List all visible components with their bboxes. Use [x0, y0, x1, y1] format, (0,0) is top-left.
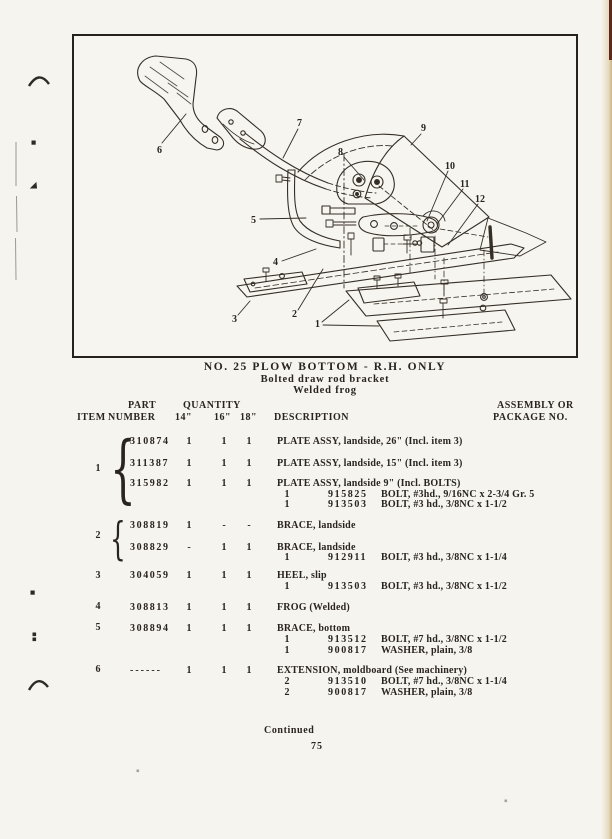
callout-2: 2	[292, 309, 297, 320]
callout-12: 12	[475, 194, 485, 205]
callout-9: 9	[421, 123, 426, 134]
part-description: BRACE, landside	[277, 520, 356, 531]
qty-16: 1	[221, 436, 227, 447]
qty-14: 1	[186, 570, 192, 581]
part-description: BRACE, landside	[277, 542, 356, 553]
qty-18: 1	[246, 623, 252, 634]
sub-qty: 1	[284, 489, 290, 500]
header-q18: 18"	[240, 412, 258, 423]
qty-18: 1	[246, 570, 252, 581]
qty-18: 1	[246, 436, 252, 447]
sub-description: WASHER, plain, 3/8	[381, 687, 473, 698]
item-number-5: 5	[95, 622, 101, 633]
sub-part-number: 900817	[328, 645, 368, 656]
part-description: HEEL, slip	[277, 570, 327, 581]
sub-part-number: 915825	[328, 489, 368, 500]
header-part-2: NUMBER	[108, 412, 156, 423]
header-item: ITEM	[77, 412, 106, 423]
sub-description: BOLT, #3 hd., 3/8NC x 1-1/2	[381, 499, 507, 510]
item-number-2: 2	[95, 530, 101, 541]
callout-5: 5	[251, 215, 256, 226]
part-number: 310874	[130, 436, 170, 447]
sub-description: WASHER, plain, 3/8	[381, 645, 473, 656]
qty-14: 1	[186, 520, 192, 531]
item-number-3: 3	[95, 570, 101, 581]
part-number: 308894	[130, 623, 170, 634]
qty-14: 1	[186, 665, 192, 676]
part-description: BRACE, bottom	[277, 623, 351, 634]
callout-8: 8	[338, 147, 343, 158]
callout-10: 10	[445, 161, 455, 172]
qty-18: 1	[246, 458, 252, 469]
sub-qty: 2	[284, 687, 290, 698]
callout-1: 1	[315, 319, 320, 330]
part-number: 308813	[130, 602, 170, 613]
qty-16: 1	[221, 458, 227, 469]
sub-description: BOLT, #7 hd., 3/8NC x 1-1/4	[381, 676, 507, 687]
qty-16: 1	[221, 623, 227, 634]
part-description: PLATE ASSY, landside 9" (Incl. BOLTS)	[277, 478, 461, 489]
table-subrow	[0, 552, 612, 564]
qty-18: -	[247, 520, 251, 531]
sub-part-number: 900817	[328, 687, 368, 698]
callout-3: 3	[232, 314, 237, 325]
part-number: 304059	[130, 570, 170, 581]
qty-16: 1	[221, 570, 227, 581]
continued-note: Continued	[264, 725, 315, 736]
figure-subtitle-1: Bolted draw rod bracket	[260, 374, 390, 385]
page-number: 75	[311, 741, 323, 752]
callout-11: 11	[460, 179, 470, 190]
qty-14: -	[187, 542, 191, 553]
table-subrow	[0, 581, 612, 593]
sub-qty: 1	[284, 634, 290, 645]
qty-14: 1	[186, 602, 192, 613]
qty-14: 1	[186, 458, 192, 469]
part-number: ------	[130, 665, 162, 676]
table-row	[0, 520, 612, 532]
part-description: FROG (Welded)	[277, 602, 350, 613]
header-quantity: QUANTITY	[183, 400, 241, 411]
qty-16: -	[222, 520, 226, 531]
table-row	[0, 436, 612, 448]
header-q16: 16"	[214, 412, 232, 423]
item-number-1: 1	[95, 463, 101, 474]
item-number-6: 6	[95, 664, 101, 675]
qty-18: 1	[246, 478, 252, 489]
part-number: 311387	[130, 458, 170, 469]
sub-description: BOLT, #3hd., 9/16NC x 2-3/4 Gr. 5	[381, 489, 535, 500]
item-number-4: 4	[95, 601, 101, 612]
qty-14: 1	[186, 478, 192, 489]
qty-16: 1	[221, 602, 227, 613]
figure-subtitle-2: Welded frog	[293, 385, 357, 396]
sub-description: BOLT, #7 hd., 3/8NC x 1-1/2	[381, 634, 507, 645]
qty-16: 1	[221, 665, 227, 676]
part-number: 308829	[130, 542, 170, 553]
sub-description: BOLT, #3 hd., 3/8NC x 1-1/2	[381, 581, 507, 592]
qty-16: 1	[221, 542, 227, 553]
sub-part-number: 912911	[328, 552, 368, 563]
table-subrow	[0, 499, 612, 511]
qty-14: 1	[186, 436, 192, 447]
header-description: DESCRIPTION	[274, 412, 349, 423]
callout-6: 6	[157, 145, 162, 156]
figure-title: NO. 25 PLOW BOTTOM - R.H. ONLY	[203, 361, 447, 373]
part-description: EXTENSION, moldboard (See machinery)	[277, 665, 467, 676]
sub-qty: 1	[284, 552, 290, 563]
table-row	[0, 458, 612, 470]
qty-14: 1	[186, 623, 192, 634]
header-part-1: PART	[128, 400, 157, 411]
part-number: 315982	[130, 478, 170, 489]
sub-description: BOLT, #3 hd., 3/8NC x 1-1/4	[381, 552, 507, 563]
table-subrow	[0, 687, 612, 699]
group-brace-item1: {	[110, 426, 136, 512]
part-number: 308819	[130, 520, 170, 531]
qty-16: 1	[221, 478, 227, 489]
sub-qty: 1	[284, 581, 290, 592]
qty-18: 1	[246, 602, 252, 613]
sub-qty: 2	[284, 676, 290, 687]
qty-18: 1	[246, 542, 252, 553]
header-assembly-1: ASSEMBLY OR	[497, 400, 574, 411]
part-description: PLATE ASSY, landside, 26" (Incl. item 3)	[277, 436, 463, 447]
part-description: PLATE ASSY, landside, 15" (Incl. item 3)	[277, 458, 463, 469]
sub-part-number: 913512	[328, 634, 368, 645]
sub-qty: 1	[284, 645, 290, 656]
sub-part-number: 913510	[328, 676, 368, 687]
sub-part-number: 913503	[328, 581, 368, 592]
qty-18: 1	[246, 665, 252, 676]
callout-4: 4	[273, 257, 278, 268]
header-assembly-2: PACKAGE NO.	[493, 412, 568, 423]
table-row	[0, 602, 612, 614]
table-subrow	[0, 645, 612, 657]
group-brace-item2: {	[110, 512, 126, 565]
header-q14: 14"	[175, 412, 193, 423]
sub-part-number: 913503	[328, 499, 368, 510]
callout-7: 7	[297, 118, 302, 129]
sub-qty: 1	[284, 499, 290, 510]
